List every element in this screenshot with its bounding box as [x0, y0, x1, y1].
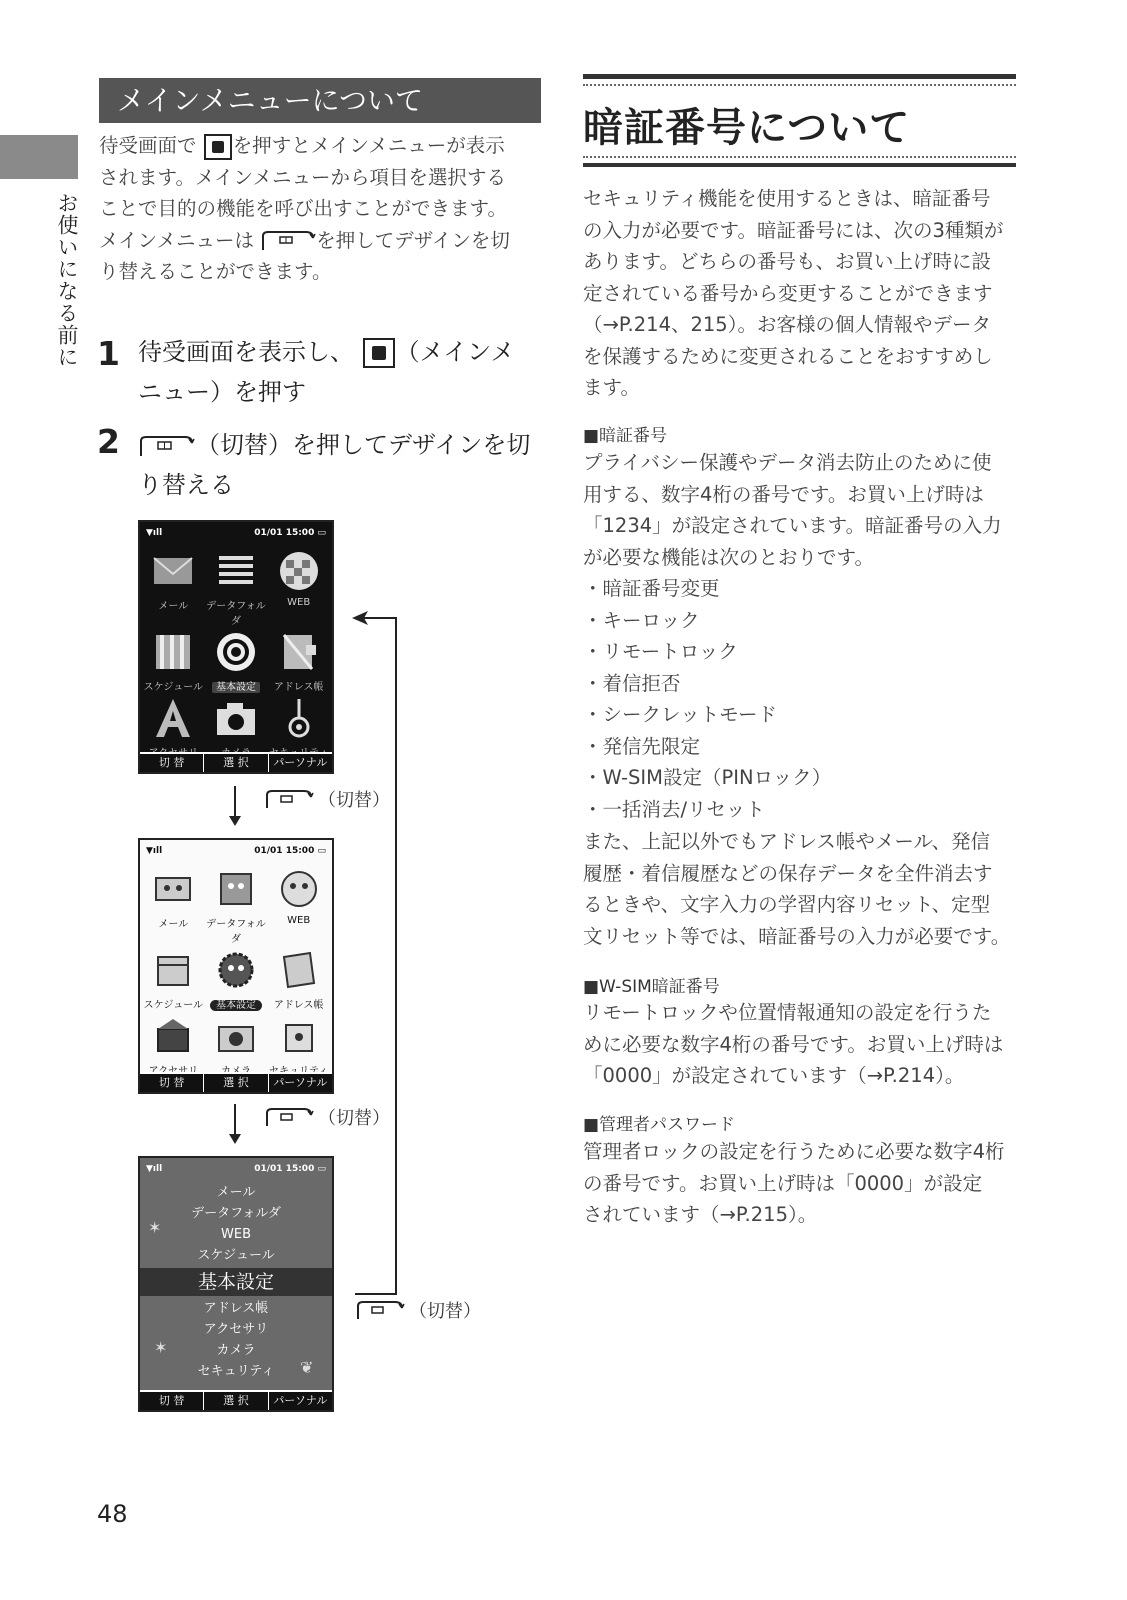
- status-date: 01/01: [254, 1164, 283, 1174]
- softkey-switch[interactable]: 切 替: [158, 1076, 185, 1089]
- arrow-head-left-icon: [352, 611, 368, 625]
- menu-grid: [140, 544, 332, 759]
- list-item: ・リモートロック: [583, 640, 738, 663]
- step-text: り替える: [138, 471, 234, 499]
- title-dotted-rule: [583, 84, 1016, 86]
- status-bar: [140, 840, 332, 862]
- security-character-icon: [278, 1015, 320, 1057]
- title-dotted-rule: [583, 156, 1016, 158]
- softkey-bar: [140, 1072, 332, 1092]
- admin-heading: ■管理者パスワード: [583, 1115, 736, 1135]
- menu-item-accessory[interactable]: [142, 697, 205, 759]
- signal-icon: ▼ıll: [146, 528, 163, 538]
- menu-label: メール: [158, 919, 189, 930]
- intro-text: を押してデザインを切: [316, 228, 510, 252]
- intro-line: セキュリティ機能を使用するときは、暗証番号: [583, 187, 991, 210]
- battery-icon: ▭: [317, 846, 326, 856]
- switch-arrow-label: [355, 1297, 481, 1323]
- softkey-switch[interactable]: 切 替: [158, 756, 185, 769]
- intro-text: されます。メインメニューから項目を選択する: [99, 165, 506, 189]
- step-2-text: [138, 425, 548, 505]
- menu-item-web[interactable]: [267, 868, 330, 945]
- menu-item-address-book[interactable]: アドレス帳: [203, 1301, 269, 1316]
- intro-line: （→P.214、215）。お客様の個人情報やデータ: [583, 313, 991, 336]
- menu-label: スケジュール: [143, 682, 204, 693]
- softkey-bar: [140, 752, 332, 772]
- pin-line: るときや、文字入力の学習内容リセット、定型: [583, 893, 991, 916]
- admin-description: [583, 1136, 1019, 1231]
- settings-character-icon: [215, 949, 257, 991]
- menu-item-web[interactable]: WEB: [221, 1227, 251, 1242]
- menu-item-basic-settings[interactable]: 基本設定: [140, 1268, 332, 1296]
- menu-label: 基本設定: [212, 682, 260, 693]
- menu-item-camera[interactable]: [205, 697, 268, 759]
- menu-label: メール: [158, 601, 189, 612]
- web-icon: [278, 550, 320, 592]
- center-key-icon: [362, 338, 396, 368]
- intro-text: を押すとメインメニューが表示: [232, 134, 505, 157]
- pin-line: 用する、数字4桁の番号です。お買い上げ時は: [583, 482, 984, 506]
- list-item: ・一括消去/リセット: [583, 797, 765, 821]
- sparkle-icon: ✶: [148, 1218, 162, 1237]
- swirl-icon: ❦: [300, 1358, 314, 1377]
- intro-line: 定されている番号から変更することができます: [583, 281, 993, 305]
- camera-icon: [215, 697, 257, 739]
- switch-arrow-label: [264, 786, 390, 812]
- signal-icon: ▼ıll: [146, 846, 163, 856]
- softkey-select[interactable]: 選 択: [203, 754, 267, 772]
- softkey-personal[interactable]: パーソナル: [268, 1074, 332, 1092]
- phone-screen-design-3: [138, 1156, 334, 1412]
- side-tab-label: お使いになる前に: [55, 192, 79, 368]
- schedule-character-icon: [152, 949, 194, 991]
- main-menu-intro: [99, 130, 549, 288]
- down-arrow: [234, 1104, 236, 1142]
- menu-item-schedule[interactable]: [142, 949, 205, 1011]
- menu-item-schedule[interactable]: [142, 631, 205, 693]
- menu-item-security[interactable]: セキュリティ: [197, 1364, 275, 1379]
- list-item: ・W-SIM設定（PINロック）: [583, 766, 832, 789]
- list-item: ・シークレットモード: [583, 703, 778, 726]
- status-datetime: [254, 528, 326, 538]
- menu-item-mail[interactable]: [142, 868, 205, 945]
- intro-text: メインメニューは: [99, 228, 255, 252]
- schedule-icon: [152, 631, 194, 673]
- menu-label: アドレス帳: [273, 682, 324, 693]
- left-softkey-icon: [264, 788, 314, 810]
- phone-screen-design-2: [138, 838, 334, 1094]
- list-item: ・暗証番号変更: [583, 577, 720, 600]
- admin-line: 管理者ロックの設定を行うために必要な数字4桁: [583, 1140, 1005, 1163]
- softkey-switch[interactable]: 切 替: [158, 1394, 185, 1407]
- down-arrow: [234, 786, 236, 824]
- intro-line: あります。どちらの番号も、お買い上げ時に設: [583, 250, 991, 273]
- phone-screen-design-1: [138, 520, 334, 774]
- menu-label: WEB: [287, 597, 311, 608]
- menu-label: アドレス帳: [273, 1000, 324, 1011]
- switch-arrow-label: [264, 1104, 390, 1130]
- battery-icon: ▭: [317, 528, 326, 538]
- status-bar: [140, 1158, 332, 1180]
- pin-function-list: [583, 573, 1019, 825]
- menu-item-basic-settings[interactable]: [205, 949, 268, 1011]
- step-number-1: 1: [97, 334, 120, 373]
- sparkle-icon: ✶: [154, 1338, 168, 1357]
- wsim-line: リモートロックや位置情報通知の設定を行うた: [583, 1001, 992, 1024]
- menu-label: データフォルダ: [206, 919, 266, 945]
- settings-icon: [215, 631, 257, 673]
- data-folder-character-icon: [215, 868, 257, 910]
- step-1-text: [138, 332, 548, 412]
- page-number: 48: [97, 1500, 128, 1528]
- section-title-pin: 暗証番号について: [583, 105, 911, 151]
- menu-label: WEB: [287, 915, 311, 926]
- intro-line: ます。: [583, 376, 640, 399]
- pin-line: 履歴・着信履歴などの保存データを全件消去す: [583, 861, 993, 885]
- mail-character-icon: [152, 868, 194, 910]
- pin-line: また、上記以外でもアドレス帳やメール、発信: [583, 830, 990, 853]
- pin-heading: ■暗証番号: [583, 426, 668, 446]
- menu-item-data-folder[interactable]: データフォルダ: [191, 1206, 281, 1221]
- left-softkey-icon: [138, 434, 196, 458]
- accessory-icon: [152, 697, 194, 739]
- title-rule: [583, 74, 1016, 79]
- title-rule: [583, 163, 1016, 167]
- left-softkey-icon: [264, 1106, 314, 1128]
- admin-line: の番号です。お買い上げ時は「0000」が設定: [583, 1171, 983, 1195]
- menu-item-basic-settings[interactable]: [205, 631, 268, 693]
- menu-list: [140, 1182, 332, 1382]
- left-softkey-icon: [260, 230, 316, 252]
- softkey-bar: [140, 1390, 332, 1410]
- side-tab: [0, 135, 78, 179]
- softkey-select[interactable]: 選 択: [203, 1074, 267, 1092]
- softkey-select[interactable]: 選 択: [203, 1392, 267, 1410]
- center-key-icon: [203, 134, 233, 160]
- menu-label: データフォルダ: [206, 601, 266, 627]
- menu-item-data-folder[interactable]: [205, 868, 268, 945]
- menu-item-accessory[interactable]: アクセサリ: [203, 1322, 269, 1337]
- data-folder-icon: [215, 550, 257, 592]
- step-number-2: 2: [97, 422, 120, 461]
- menu-item-mail[interactable]: メール: [216, 1185, 256, 1200]
- address-book-icon: [278, 631, 320, 673]
- list-item: ・着信拒否: [583, 671, 681, 695]
- wsim-heading: ■W-SIM暗証番号: [583, 977, 720, 997]
- pin-line: 文リセット等では、暗証番号の入力が必要です。: [583, 924, 1011, 948]
- status-datetime: [254, 846, 326, 856]
- web-character-icon: [278, 868, 320, 910]
- step-text: 待受画面を表示し、: [138, 338, 354, 366]
- softkey-personal[interactable]: パーソナル: [268, 1392, 332, 1410]
- loop-arrow-top: [364, 617, 397, 619]
- menu-item-schedule[interactable]: スケジュール: [197, 1248, 275, 1263]
- left-softkey-icon: [355, 1299, 405, 1321]
- menu-item-address-book[interactable]: [267, 631, 330, 693]
- menu-label: スケジュール: [143, 1000, 204, 1011]
- wsim-description: [583, 997, 1019, 1092]
- menu-label: 基本設定: [210, 1000, 262, 1011]
- arrow-label-text: （切替）: [318, 790, 390, 811]
- intro-text: り替えることができます。: [99, 260, 332, 283]
- arrow-label-text: （切替）: [318, 1108, 390, 1129]
- menu-item-web[interactable]: [267, 550, 330, 627]
- step-text: （切替）を押してデザインを切: [196, 431, 531, 459]
- loop-arrow-vertical: [395, 618, 397, 1294]
- menu-grid: [140, 862, 332, 1077]
- address-book-character-icon: [278, 949, 320, 991]
- loop-arrow-bottom: [355, 1293, 397, 1295]
- wsim-line: めに必要な数字4桁の番号です。お買い上げ時は: [583, 1032, 1004, 1056]
- list-item: ・キーロック: [583, 608, 700, 632]
- battery-icon: ▭: [317, 1164, 326, 1174]
- menu-item-address-book[interactable]: [267, 949, 330, 1011]
- accessory-character-icon: [152, 1015, 194, 1057]
- menu-item-camera[interactable]: [205, 1015, 268, 1077]
- status-time: 15:00: [285, 528, 315, 538]
- pin-line: 「1234」が設定されています。暗証番号の入力: [583, 514, 1002, 537]
- pin-additional: [583, 826, 1019, 952]
- softkey-personal[interactable]: パーソナル: [268, 754, 332, 772]
- status-bar: [140, 522, 332, 544]
- pin-description: [583, 447, 1019, 573]
- camera-character-icon: [215, 1015, 257, 1057]
- menu-item-security[interactable]: [267, 1015, 330, 1077]
- menu-item-security[interactable]: [267, 697, 330, 759]
- security-icon: [278, 697, 320, 739]
- intro-line: を保護するために変更されることをおすすめし: [583, 344, 993, 368]
- step-text: ニュー）を押す: [138, 378, 306, 406]
- menu-item-accessory[interactable]: [142, 1015, 205, 1077]
- step-text: （メインメ: [395, 338, 515, 366]
- wsim-line: 「0000」が設定されています（→P.214）。: [583, 1064, 965, 1087]
- status-datetime: [254, 1164, 326, 1174]
- status-time: 15:00: [285, 1164, 315, 1174]
- intro-text: ことで目的の機能を呼び出すことができます。: [99, 197, 507, 220]
- menu-item-mail[interactable]: [142, 550, 205, 627]
- menu-item-data-folder[interactable]: [205, 550, 268, 627]
- arrow-label-text: （切替）: [409, 1301, 481, 1322]
- mail-icon: [152, 550, 194, 592]
- section-title-main-menu: メインメニューについて: [99, 78, 541, 123]
- pin-line: プライバシー保護やデータ消去防止のために使: [583, 451, 992, 474]
- status-date: 01/01: [254, 846, 283, 856]
- intro-text: 待受画面で: [99, 134, 197, 157]
- list-item: ・発信先限定: [583, 734, 701, 758]
- signal-icon: ▼ıll: [146, 1164, 163, 1174]
- pin-intro: [583, 183, 1019, 404]
- menu-item-camera[interactable]: カメラ: [216, 1343, 256, 1358]
- admin-line: されています（→P.215）。: [583, 1203, 818, 1226]
- intro-line: の入力が必要です。暗証番号には、次の3種類が: [583, 218, 1004, 242]
- status-date: 01/01: [254, 528, 283, 538]
- status-time: 15:00: [285, 846, 315, 856]
- pin-line: が必要な機能は次のとおりです。: [583, 545, 874, 569]
